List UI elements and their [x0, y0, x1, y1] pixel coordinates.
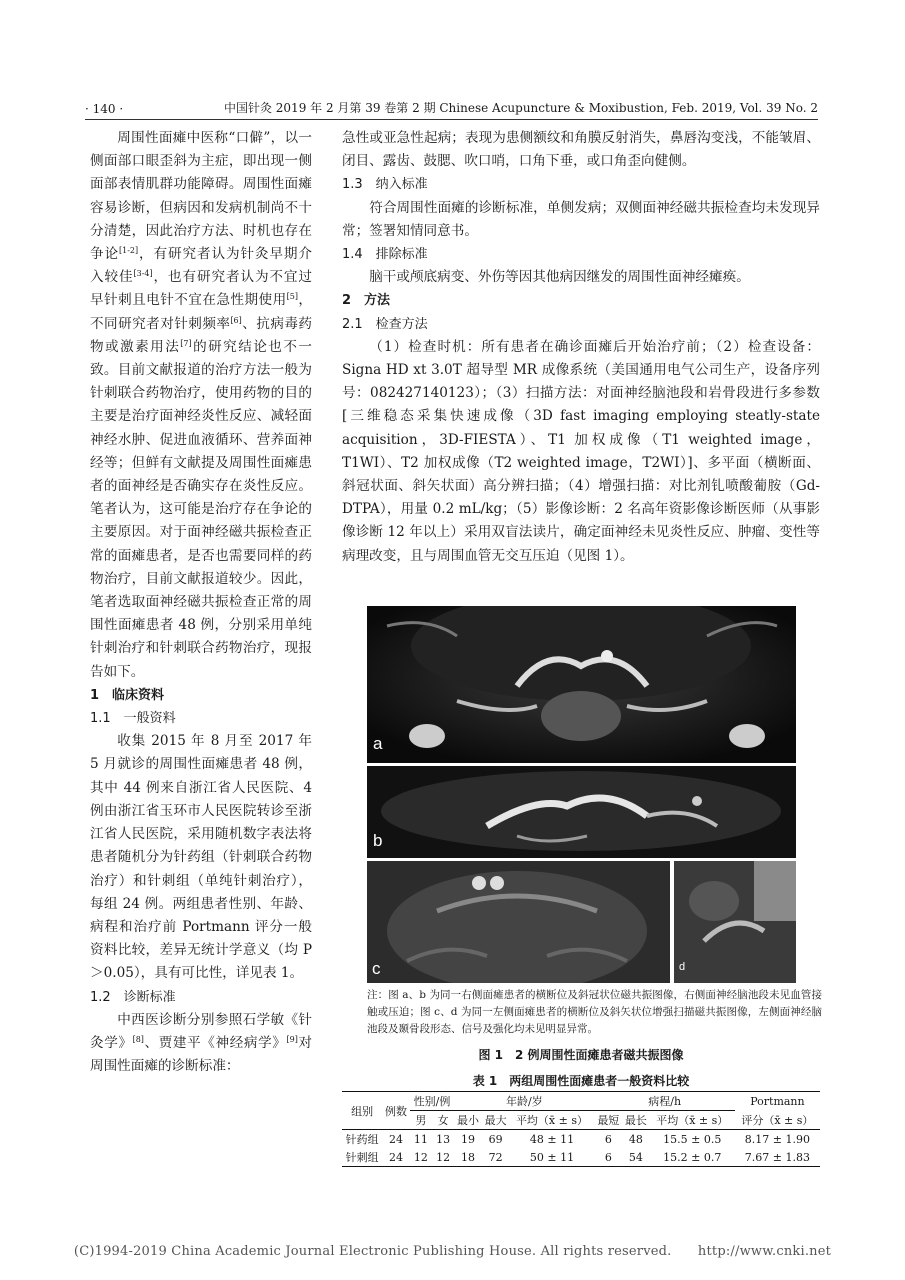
mri-image-b [367, 766, 796, 858]
th-age-max: 最大 [484, 1114, 507, 1127]
journal-info: 中国针灸 2019 年 2 月第 39 卷第 2 期 Chinese Acupuncture & Moxibustion, Feb. 2019, Vol. 39 No. 2 [223, 101, 818, 115]
method-paragraph: （1）检查时机：所有患者在确诊面瘫后开始治疗前；（2）检查设备：Signa HD xt 3.0T 超导型 MR 成像系统（美国通用电气公司生产，设备序列号：082427140123）；（3）扫描方法：对面神经脑池段和岩骨段进行多参数[三维稳态采集快速成像（3D fast imaging employing steatly-state acquisition，3D-FIESTA）、T1 加权成像（T1 weighted image，T1WI）、T2 加权成像（T2 weighted image，T2WI）]、多平面（横断面、斜冠状面、斜矢状面）高分辨扫描；（4）增强扫描：对比剂钆喷酸葡胺（Gd-DTPA），用量 0.2 mL/kg；（5）影像诊断：2 名高年资影像诊断医师（从事影像诊断 12 年以上）采用双盲法读片，确定面神经未见炎性反应、肿瘤、变性等病理改变，且与周围血管无交互压迫（见图 1）。 [342, 338, 820, 564]
th-age-min: 最小 [457, 1114, 480, 1127]
section-heading-1: 1 临床资料 [90, 687, 165, 703]
general-data-paragraph: 收集 2015 年 8 月至 2017 年 5 月就诊的周围性面瘫患者 48 例，其中 44 例来自浙江省人民医院、4 例由浙江省玉环市人民医院转诊至浙江省人民医院，采用随机数字表法将患者随机分为针药组（针刺联合药物治疗）和针刺组（单纯针刺治疗），每组 24 例。两组患者性别、年龄、病程和治疗前 Portmann 评分一般资料比较，差异无统计学意义（均 P＞0.05），具有可比性，详见表 1。 [90, 733, 312, 982]
figure-note: 注：图 a、b 为同一右侧面瘫患者的横断位及斜冠状位磁共振图像，右侧面神经脑池段未见血管接触或压迫；图 c、d 为同一左侧面瘫患者的横断位及斜矢状位增强扫描磁共振图像，左侧面神经脑池段及颞骨段形态、信号及强化均未见明显异常。 [367, 989, 822, 1035]
table-row: 针药组 24 11 13 19 69 48 ± 11 6 48 15.5 ± 0.5 8.17 ± 1.90 [345, 1132, 810, 1146]
exclusion-paragraph: 脑干或颅底病变、外伤等因其他病因继发的周围性面神经瘫痪。 [369, 269, 750, 286]
th-age-mean: 平均（x̄ ± s） [515, 1114, 588, 1127]
mri-image-a [367, 606, 796, 763]
figure-label-d: d [679, 961, 686, 973]
mri-figure-a [367, 606, 796, 763]
section-heading-2-1: 2.1 检查方法 [342, 316, 428, 332]
page-header [85, 96, 818, 116]
intro-paragraph: 周围性面瘫中医称“口僻”，以一侧面部口眼歪斜为主症，即出现一侧面部表情肌群功能障碍。周围性面瘫容易诊断，但病因和发病机制尚不十分清楚，因此治疗方法、时机也存在争论[1-2]，有研究者认为针灸早期介入较佳[3-4]，也有研究者认为不宜过早针刺且电针不宜在急性期使用[5]，不同研究者对针刺频率[6]、抗病毒药物或激素用法[7]的研究结论也不一致。目前文献报道的治疗方法一般为针刺联合药物治疗，使用药物的目的主要是治疗面神经炎性反应、减轻面神经水肿、促进血液循环、营养面神经等；但鲜有文献提及周围性面瘫患者的面神经是否确实存在炎性反应。笔者认为，这可能是治疗存在争论的主要原因。对于面神经磁共振检查正常的面瘫患者，是否也需要同样的药物治疗，目前文献报道较少。因此，笔者选取面神经磁共振检查正常的周围性面瘫患者 48 例，分别采用单纯针刺治疗和针刺联合药物治疗，现报告如下。 [90, 130, 313, 680]
section-heading-1-2: 1.2 诊断标准 [90, 989, 176, 1005]
th-portmann: Portmann [750, 1094, 805, 1108]
th-portmann-score: 评分（x̄ ± s） [741, 1113, 814, 1127]
figure-label-c: c [372, 959, 381, 978]
th-course: 病程/h [595, 1092, 735, 1111]
right-column [342, 127, 820, 568]
table-title: 表 1 两组周围性面瘫患者一般资料比较 [472, 1074, 690, 1088]
section-heading-1-3: 1.3 纳入标准 [342, 177, 428, 193]
mri-figure-d [674, 861, 796, 983]
mri-image-d [674, 861, 796, 983]
th-age: 年龄/岁 [454, 1092, 594, 1111]
diagnosis-continued: 急性或亚急性起病；表现为患侧额纹和角膜反射消失，鼻唇沟变浅，不能皱眉、闭目、露齿、鼓腮、吹口哨，口角下垂，或口角歪向健侧。 [342, 130, 820, 170]
diagnosis-paragraph: 中西医诊断分别参照石学敏《针灸学》[8]、贾建平《神经病学》[9]对周围性面瘫的诊断标准： [90, 1011, 313, 1075]
th-sex: 性别/例 [410, 1092, 454, 1111]
section-heading-1-4: 1.4 排除标准 [342, 247, 428, 263]
th-course-mean: 平均（x̄ ± s） [656, 1114, 729, 1127]
mri-figure-c [367, 861, 670, 983]
copyright-footer: (C)1994-2019 China Academic Journal Electronic Publishing House. All rights reserved. http://www.cnki.net [73, 1244, 832, 1259]
th-female: 女 [437, 1114, 449, 1127]
figure-title: 图 1 2 例周围性面瘫患者磁共振图像 [478, 1048, 684, 1062]
inclusion-paragraph: 符合周围性面瘫的诊断标准，单侧发病；双侧面神经磁共振检查均未发现异常；签署知情同意书。 [342, 199, 820, 239]
section-heading-2: 2 方法 [342, 293, 391, 309]
th-group: 组别 [342, 1092, 382, 1130]
general-data-table [342, 1091, 820, 1167]
left-column [90, 127, 312, 1078]
mri-figure-b [367, 766, 796, 858]
page-number: · 140 · [85, 102, 124, 116]
th-course-short: 最短 [597, 1114, 620, 1127]
th-cases: 例数 [382, 1092, 410, 1130]
th-course-long: 最长 [624, 1114, 647, 1127]
table-row: 针刺组 24 12 12 18 72 50 ± 11 6 54 15.2 ± 0.7 7.67 ± 1.83 [342, 1148, 820, 1167]
section-heading-1-1: 1.1 一般资料 [90, 711, 176, 727]
header-rule [85, 119, 818, 120]
figure-label-b: b [373, 831, 383, 850]
figure-label-a: a [373, 734, 383, 753]
mri-image-c [367, 861, 670, 983]
th-male: 男 [415, 1114, 427, 1127]
